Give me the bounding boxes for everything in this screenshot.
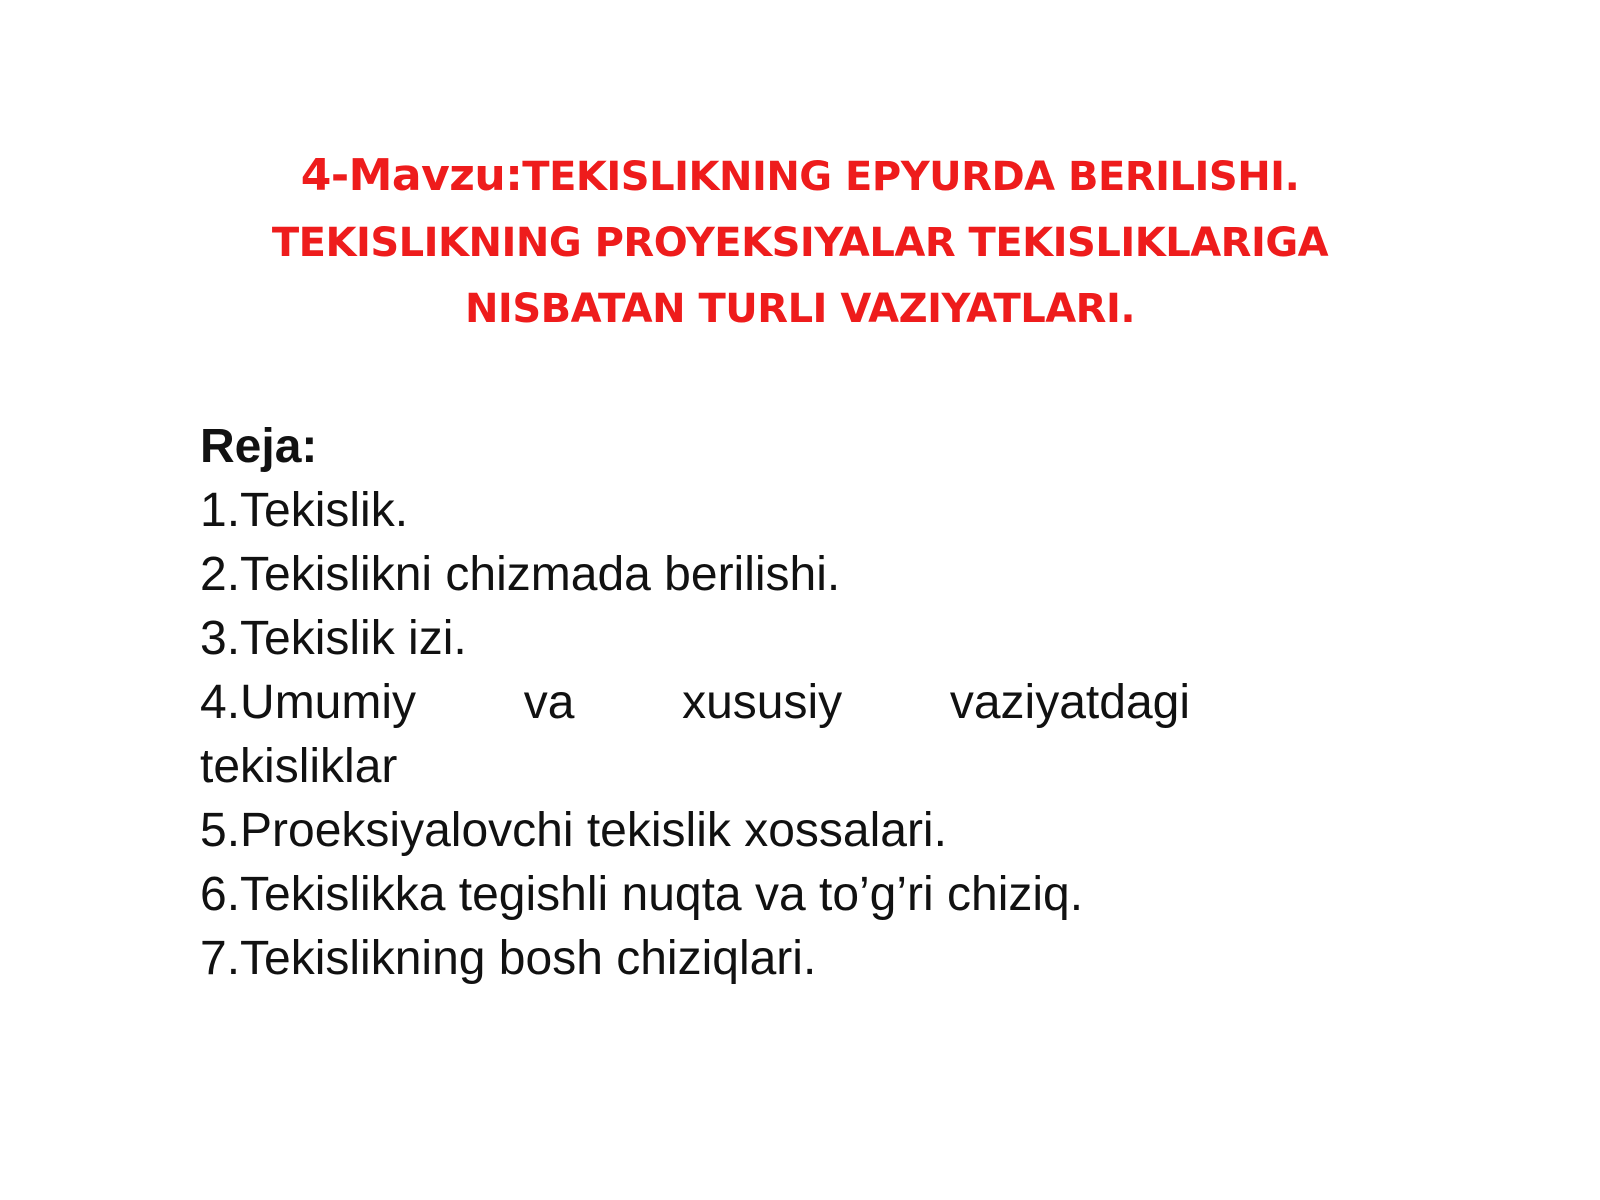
plan-item-5: 5.Proeksiyalovchi tekislik xossalari.: [200, 804, 947, 857]
title-line-2: TEKISLIKNING PROYEKSIYALAR TEKISLIKLARIGA: [271, 220, 1329, 266]
plan-item-6: 6.Tekislikka tegishli nuqta va to’g’ri chiziq.: [200, 868, 1084, 921]
plan-item-4: [200, 671, 1190, 799]
plan-item-4-word: vaziyatdagi: [949, 676, 1190, 729]
plan-item-3: 3.Tekislik izi.: [200, 612, 467, 665]
title-topic-prefix: 4-Mavzu:: [300, 150, 523, 201]
title-line-1-text: TEKISLIKNING EPYURDA BERILISHI.: [522, 154, 1300, 200]
plan-heading: Reja:: [200, 420, 318, 473]
plan-item-4-wrap: tekisliklar: [200, 740, 398, 793]
title-line-1: [200, 143, 1400, 210]
plan-item-1: 1.Tekislik.: [200, 484, 409, 537]
title-line-3: NISBATAN TURLI VAZIYATLARI.: [464, 286, 1136, 332]
plan-item-4-word: 4.Umumiy: [200, 676, 417, 729]
plan-item-7: 7.Tekislikning bosh chiziqlari.: [200, 932, 817, 985]
slide-title: [200, 143, 1400, 342]
plan-section: [200, 415, 1190, 991]
plan-list: [200, 479, 1190, 991]
plan-item-2: 2.Tekislikni chizmada berilishi.: [200, 548, 841, 601]
plan-item-4-first-line: [200, 671, 1190, 735]
plan-item-4-word: xususiy: [682, 676, 843, 729]
plan-item-4-word: va: [523, 676, 575, 729]
